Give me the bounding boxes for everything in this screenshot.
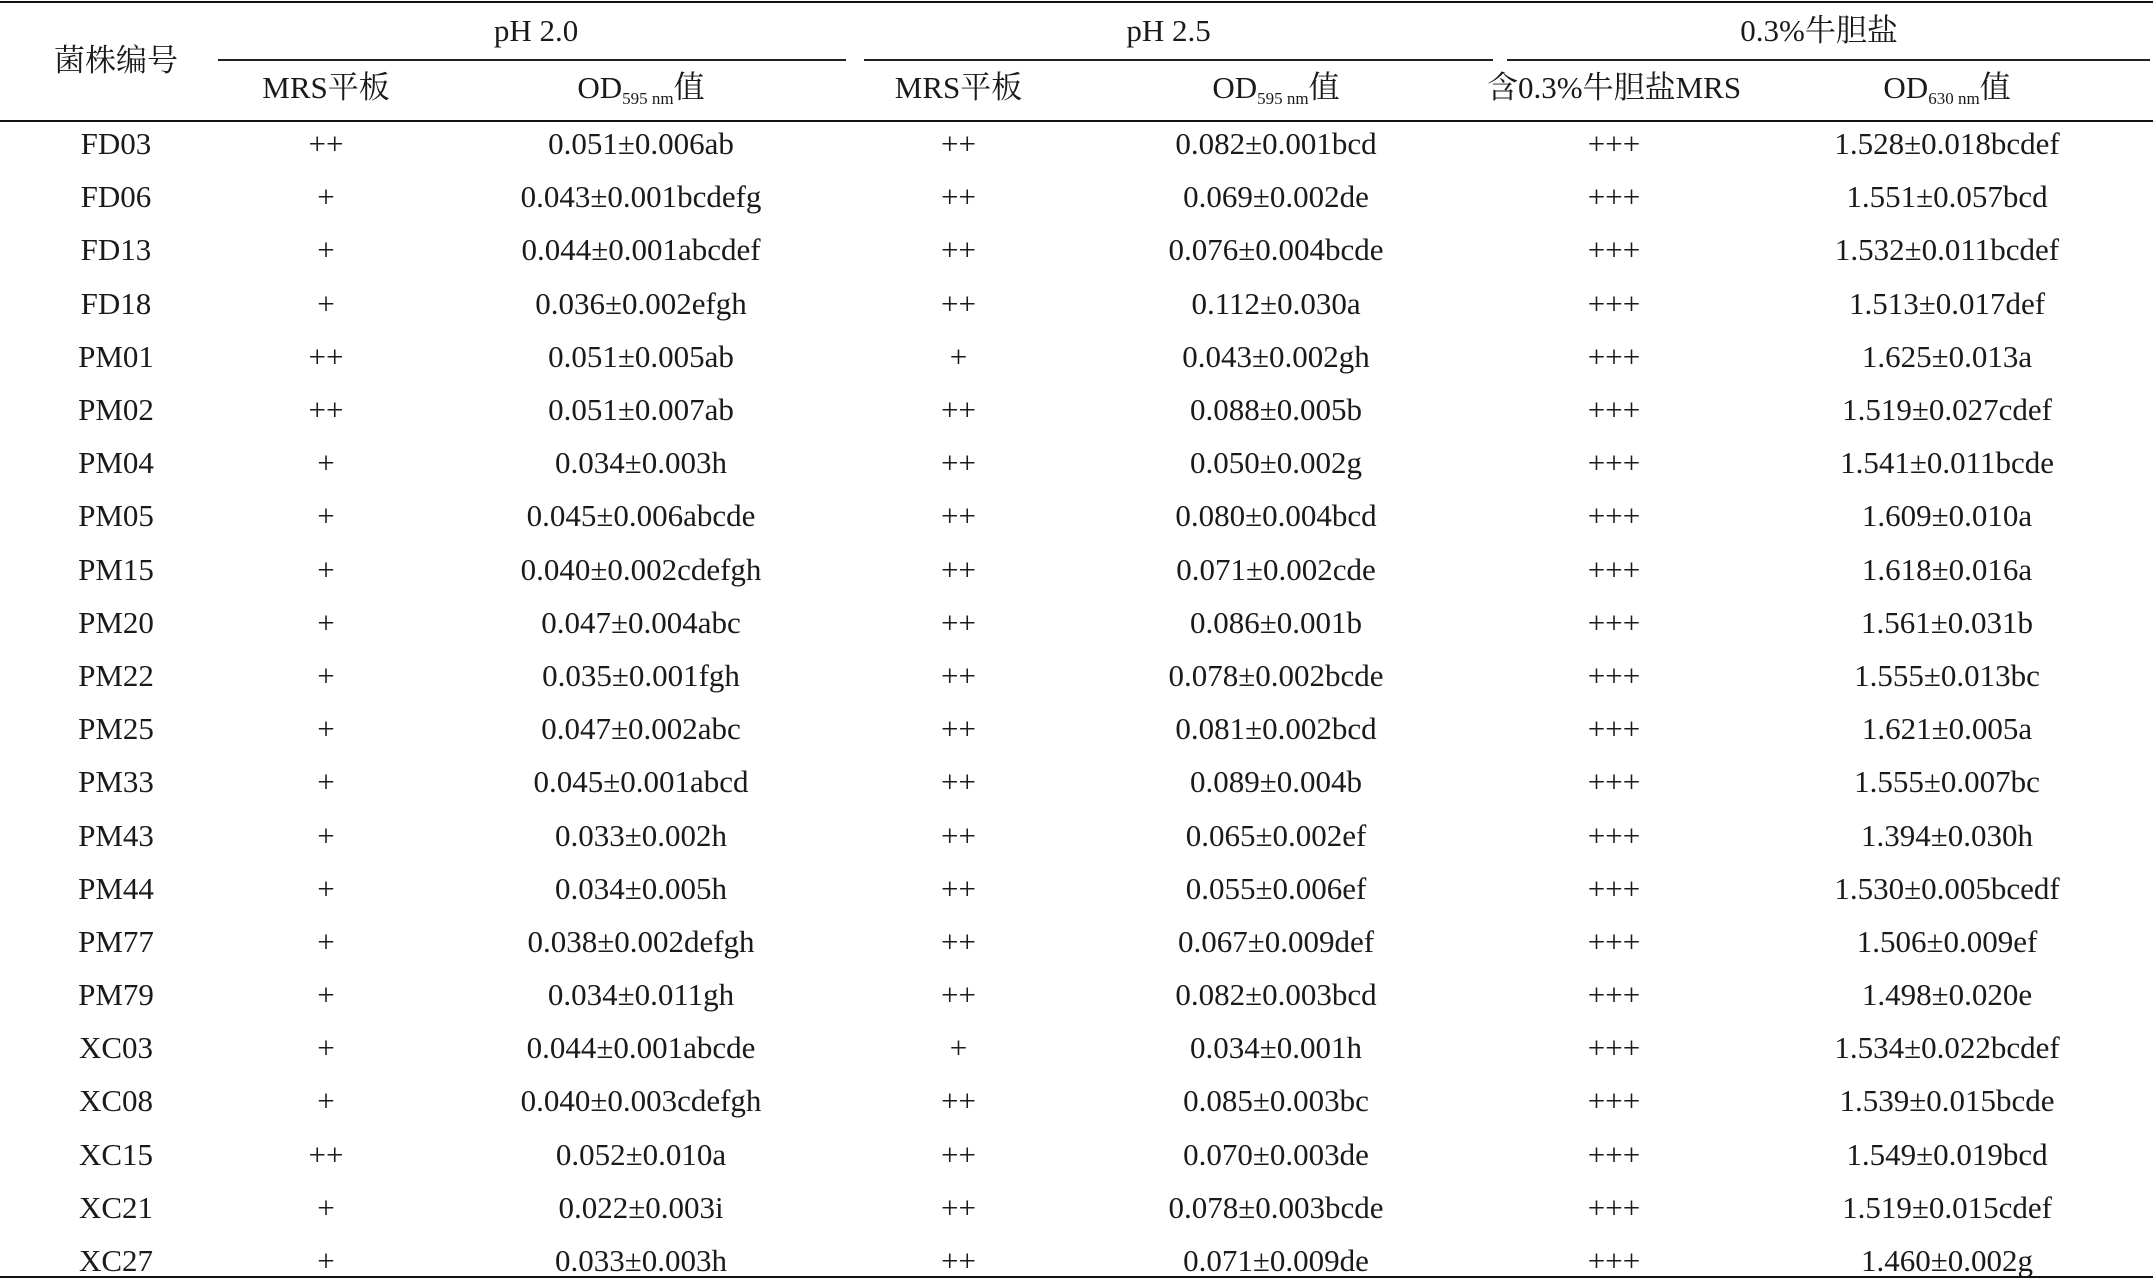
bile-plate-growth-cell: +++: [1587, 338, 1641, 374]
ph20-plate-growth-cell: ++: [308, 126, 344, 162]
ph25-od595-cell: 0.067±0.009def: [1177, 923, 1375, 959]
ph25-plate-growth-cell: ++: [941, 1189, 976, 1225]
ph25-plate-growth-cell: ++: [941, 604, 976, 640]
ph20-plate-growth-cell: +: [317, 870, 335, 906]
table-row: [11, 915, 2152, 968]
table-body: [11, 117, 2152, 1287]
value-suffix: 值: [1979, 69, 2011, 105]
table-row: [11, 755, 2152, 808]
ph25-od595-cell: 0.086±0.001b: [1190, 604, 1363, 640]
strain-id-cell: PM43: [78, 817, 154, 853]
bile-plate-growth-cell: +++: [1587, 657, 1641, 693]
ph20-plate-growth-cell: +: [317, 711, 335, 747]
bile-od630-cell: 1.625±0.013a: [1861, 338, 2033, 374]
bile-od630-cell: 1.555±0.013bc: [1854, 657, 2040, 693]
bile-plate-growth-cell: +++: [1587, 1083, 1641, 1119]
bile-od630-cell: 1.551±0.057bcd: [1846, 179, 2048, 215]
bile-od630-cell: 1.555±0.007bc: [1854, 764, 2040, 800]
table-row: [11, 1234, 2152, 1287]
ph20-od595-cell: 0.051±0.007ab: [548, 392, 734, 428]
strain-id-cell: PM02: [78, 392, 154, 428]
bile-od630-cell: 1.532±0.011bcdef: [1834, 232, 2060, 268]
bile-od630-cell: 1.506±0.009ef: [1856, 923, 2038, 959]
bile-plate-growth-cell: +++: [1587, 1030, 1641, 1066]
ph25-od595-cell: 0.112±0.030a: [1191, 285, 1361, 321]
bile-plate-growth-cell: +++: [1587, 817, 1641, 853]
bile-plate-growth-cell: +++: [1587, 1243, 1641, 1279]
table-row: [11, 436, 2152, 489]
strain-id-cell: PM79: [78, 977, 154, 1013]
strain-id-cell: FD13: [80, 232, 152, 268]
bile-plate-growth-cell: +++: [1587, 445, 1641, 481]
bile-plate-growth-cell: +++: [1587, 498, 1641, 534]
ph25-plate-growth-cell: ++: [941, 923, 976, 959]
strain-id-cell: XC03: [78, 1030, 154, 1066]
bile-od630-cell: 1.534±0.022bcdef: [1834, 1030, 2060, 1066]
ph20-plate-growth-cell: ++: [308, 392, 344, 428]
strain-id-header: 菌株编号: [54, 42, 178, 78]
table-row: [11, 383, 2152, 436]
ph25-od595-cell: 0.070±0.003de: [1183, 1136, 1369, 1172]
od-label: OD: [577, 69, 623, 105]
ph20-plate-growth-cell: +: [317, 1083, 335, 1119]
bile-od630-cell: 1.498±0.020e: [1861, 977, 2033, 1013]
ph20-od595-cell: 0.034±0.011gh: [547, 977, 735, 1013]
strain-id-cell: FD03: [80, 126, 152, 162]
bile-plate-growth-cell: +++: [1587, 870, 1641, 906]
table-row: [11, 1181, 2152, 1234]
ph20-plate-growth-cell: +: [317, 764, 335, 800]
table-row: [11, 489, 2152, 542]
ph20-plate-growth-cell: ++: [308, 338, 344, 374]
ph20-od595-cell: 0.034±0.003h: [555, 445, 728, 481]
ph25-plate-growth-cell: ++: [941, 392, 976, 428]
ph20-plate-growth-cell: +: [317, 657, 335, 693]
table-row: [11, 223, 2152, 276]
bile-od630-cell: 1.513±0.017def: [1848, 285, 2046, 321]
strain-id-cell: XC08: [78, 1083, 154, 1119]
ph25-od595-cell: 0.081±0.002bcd: [1175, 711, 1377, 747]
bile-od630-cell: 1.541±0.011bcde: [1840, 445, 2054, 481]
ph20-od595-cell: 0.047±0.004abc: [541, 604, 741, 640]
value-suffix: 值: [1308, 69, 1340, 105]
subheader-bile-mrs: 含0.3%牛胆盐MRS: [1487, 69, 1742, 105]
wavelength-subscript: 630 nm: [1928, 88, 1980, 108]
table-row: [11, 543, 2152, 596]
bile-od630-cell: 1.394±0.030h: [1861, 817, 2034, 853]
bile-od630-cell: 1.561±0.031b: [1861, 604, 2034, 640]
ph20-od595-cell: 0.047±0.002abc: [541, 711, 741, 747]
ph25-od595-cell: 0.082±0.003bcd: [1175, 977, 1377, 1013]
bile-plate-growth-cell: +++: [1587, 977, 1641, 1013]
table-row: [11, 596, 2152, 649]
ph25-od595-cell: 0.043±0.002gh: [1182, 338, 1370, 374]
strain-id-cell: PM44: [78, 870, 154, 906]
strain-id-cell: PM25: [78, 711, 154, 747]
ph20-od595-cell: 0.038±0.002defgh: [527, 923, 755, 959]
bile-plate-growth-cell: +++: [1587, 764, 1641, 800]
bile-od630-cell: 1.621±0.005a: [1861, 711, 2033, 747]
ph25-plate-growth-cell: ++: [941, 1083, 976, 1119]
ph25-plate-growth-cell: ++: [941, 1136, 976, 1172]
ph25-od595-cell: 0.069±0.002de: [1183, 179, 1369, 215]
table-row: [11, 1074, 2152, 1127]
table-row: [11, 808, 2152, 861]
ph25-plate-growth-cell: ++: [941, 1243, 976, 1279]
bile-od630-cell: 1.460±0.002g: [1861, 1243, 2034, 1279]
bile-plate-growth-cell: +++: [1587, 551, 1641, 587]
ph25-plate-growth-cell: ++: [941, 870, 976, 906]
table-row: [11, 1021, 2152, 1074]
ph25-od595-cell: 0.034±0.001h: [1190, 1030, 1363, 1066]
ph20-plate-growth-cell: +: [317, 179, 335, 215]
ph25-plate-growth-cell: ++: [941, 445, 976, 481]
ph20-plate-growth-cell: +: [317, 817, 335, 853]
bile-od630-cell: 1.519±0.015cdef: [1842, 1189, 2052, 1225]
ph20-od595-cell: 0.045±0.001abcd: [533, 764, 749, 800]
ph20-plate-growth-cell: +: [317, 923, 335, 959]
table-row: [11, 170, 2152, 223]
ph25-od595-cell: 0.078±0.002bcde: [1168, 657, 1384, 693]
ph25-plate-growth-cell: ++: [941, 977, 976, 1013]
ph20-od595-cell: 0.022±0.003i: [558, 1189, 724, 1225]
bile-od630-cell: 1.539±0.015bcde: [1839, 1083, 2055, 1119]
ph20-od595-cell: 0.034±0.005h: [555, 870, 728, 906]
table-row: [11, 702, 2152, 755]
ph20-od595-cell: 0.051±0.005ab: [548, 338, 734, 374]
ph20-od595-cell: 0.044±0.001abcde: [526, 1030, 756, 1066]
table-row: [11, 968, 2152, 1021]
strain-id-cell: XC21: [78, 1189, 154, 1225]
od-label: OD: [1212, 69, 1258, 105]
bile-plate-growth-cell: +++: [1587, 126, 1641, 162]
table-row: [11, 649, 2152, 702]
ph20-plate-growth-cell: +: [317, 551, 335, 587]
ph20-plate-growth-cell: +: [317, 1030, 335, 1066]
subheader-mrs-plate-ph25: MRS平板: [894, 69, 1023, 105]
bile-od630-cell: 1.609±0.010a: [1861, 498, 2033, 534]
strain-id-cell: PM01: [78, 338, 154, 374]
group-header-ph20: pH 2.0: [493, 12, 579, 48]
bile-plate-growth-cell: +++: [1587, 285, 1641, 321]
strain-id-cell: PM05: [78, 498, 154, 534]
group-header-ph25: pH 2.5: [1126, 12, 1211, 48]
ph20-plate-growth-cell: +: [317, 498, 335, 534]
ph20-plate-growth-cell: +: [317, 445, 335, 481]
ph25-plate-growth-cell: ++: [941, 232, 976, 268]
wavelength-subscript: 595 nm: [1257, 88, 1309, 108]
ph25-od595-cell: 0.082±0.001bcd: [1175, 126, 1377, 162]
ph25-plate-growth-cell: ++: [941, 126, 976, 162]
ph25-od595-cell: 0.065±0.002ef: [1185, 817, 1367, 853]
strain-id-cell: XC15: [78, 1136, 154, 1172]
table-row: [11, 277, 2152, 330]
ph20-od595-cell: 0.033±0.003h: [555, 1243, 728, 1279]
ph25-od595-cell: 0.071±0.009de: [1183, 1243, 1369, 1279]
ph25-od595-cell: 0.078±0.003bcde: [1168, 1189, 1384, 1225]
bile-od630-cell: 1.528±0.018bcdef: [1834, 126, 2060, 162]
ph25-od595-cell: 0.055±0.006ef: [1185, 870, 1367, 906]
ph25-plate-growth-cell: ++: [941, 764, 976, 800]
subheader-od595-ph20: [431, 57, 851, 117]
table-row: [11, 862, 2152, 915]
ph25-od595-cell: 0.071±0.002cde: [1176, 551, 1376, 587]
strain-id-cell: PM77: [78, 923, 154, 959]
strain-id-cell: PM15: [78, 551, 154, 587]
bile-plate-growth-cell: +++: [1587, 711, 1641, 747]
bile-plate-growth-cell: +++: [1587, 179, 1641, 215]
strain-id-cell: PM04: [78, 445, 154, 481]
ph25-plate-growth-cell: ++: [941, 498, 976, 534]
strain-id-cell: PM20: [78, 604, 154, 640]
ph20-od595-cell: 0.035±0.001fgh: [542, 657, 740, 693]
strain-id-cell: XC27: [78, 1243, 154, 1279]
ph20-plate-growth-cell: +: [317, 977, 335, 1013]
ph25-plate-growth-cell: ++: [941, 817, 976, 853]
ph25-od595-cell: 0.085±0.003bc: [1183, 1083, 1369, 1119]
wavelength-subscript: 595 nm: [622, 88, 674, 108]
subheader-od595-ph25: [1066, 57, 1486, 117]
ph20-od595-cell: 0.044±0.001abcdef: [521, 232, 761, 268]
ph25-plate-growth-cell: ++: [941, 551, 976, 587]
ph25-od595-cell: 0.088±0.005b: [1190, 392, 1363, 428]
bile-od630-cell: 1.549±0.019bcd: [1846, 1136, 2048, 1172]
table-row: [11, 117, 2152, 170]
bile-plate-growth-cell: +++: [1587, 392, 1641, 428]
subheader-od630-bile: [1742, 57, 2152, 117]
bile-plate-growth-cell: +++: [1587, 232, 1641, 268]
ph20-od595-cell: 0.045±0.006abcde: [526, 498, 756, 534]
ph20-plate-growth-cell: +: [317, 1189, 335, 1225]
ph20-od595-cell: 0.052±0.010a: [555, 1136, 727, 1172]
ph25-od595-cell: 0.050±0.002g: [1190, 445, 1363, 481]
ph25-plate-growth-cell: ++: [941, 711, 976, 747]
table-row: [11, 1128, 2152, 1181]
strain-id-cell: FD06: [80, 179, 152, 215]
ph20-plate-growth-cell: +: [317, 232, 335, 268]
bile-od630-cell: 1.519±0.027cdef: [1842, 392, 2052, 428]
bile-plate-growth-cell: +++: [1587, 1136, 1641, 1172]
ph20-plate-growth-cell: +: [317, 1243, 335, 1279]
results-table: [11, 3, 2152, 1287]
bile-od630-cell: 1.530±0.005bcedf: [1834, 870, 2060, 906]
table-header: [11, 3, 2152, 117]
strain-id-cell: PM33: [78, 764, 154, 800]
ph20-plate-growth-cell: +: [317, 604, 335, 640]
ph20-od595-cell: 0.051±0.006ab: [548, 126, 734, 162]
ph20-od595-cell: 0.036±0.002efgh: [535, 285, 747, 321]
bile-plate-growth-cell: +++: [1587, 604, 1641, 640]
ph25-plate-growth-cell: ++: [941, 657, 976, 693]
ph20-od595-cell: 0.033±0.002h: [555, 817, 728, 853]
subheader-mrs-plate-ph20: MRS平板: [262, 69, 390, 105]
ph20-plate-growth-cell: ++: [308, 1136, 344, 1172]
table-row: [11, 330, 2152, 383]
ph25-plate-growth-cell: +: [949, 1030, 968, 1066]
ph25-plate-growth-cell: +: [949, 338, 968, 374]
ph25-plate-growth-cell: ++: [941, 179, 976, 215]
bile-plate-growth-cell: +++: [1587, 923, 1641, 959]
ph25-od595-cell: 0.076±0.004bcde: [1168, 232, 1384, 268]
ph25-plate-growth-cell: ++: [941, 285, 976, 321]
bile-plate-growth-cell: +++: [1587, 1189, 1641, 1225]
ph20-od595-cell: 0.043±0.001bcdefg: [520, 179, 762, 215]
bile-od630-cell: 1.618±0.016a: [1861, 551, 2033, 587]
strain-id-cell: PM22: [78, 657, 154, 693]
ph20-od595-cell: 0.040±0.002cdefgh: [520, 551, 762, 587]
ph25-od595-cell: 0.080±0.004bcd: [1175, 498, 1377, 534]
strain-id-cell: FD18: [80, 285, 152, 321]
value-suffix: 值: [673, 69, 705, 105]
ph20-plate-growth-cell: +: [317, 285, 335, 321]
ph25-od595-cell: 0.089±0.004b: [1190, 764, 1363, 800]
group-header-bile: 0.3%牛胆盐: [1740, 12, 1898, 48]
od-label: OD: [1883, 69, 1929, 105]
ph20-od595-cell: 0.040±0.003cdefgh: [520, 1083, 762, 1119]
